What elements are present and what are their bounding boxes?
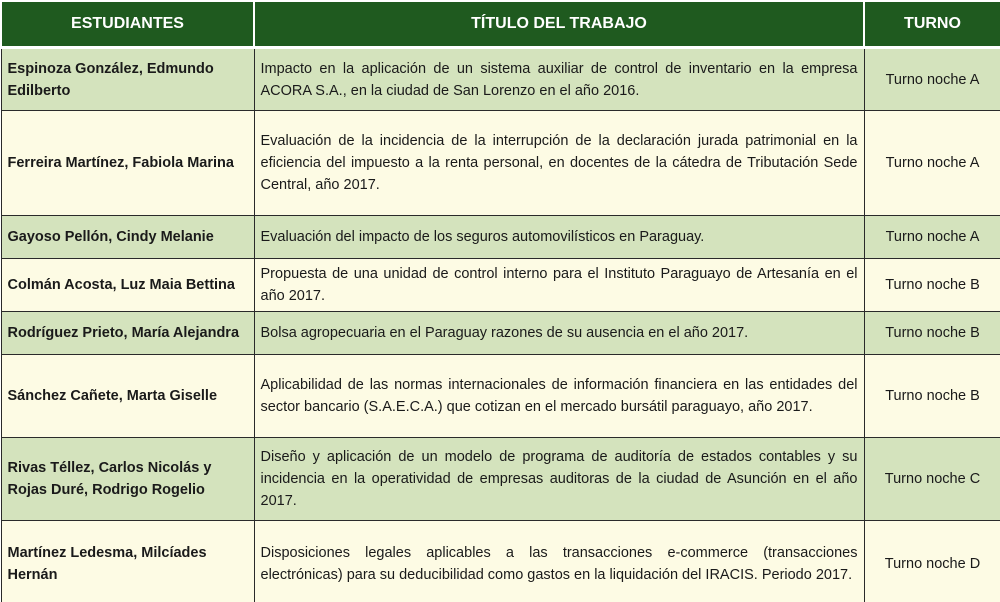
shift-cell: Turno noche A [864, 216, 1000, 259]
table-row [1, 312, 1000, 355]
shift-cell: Turno noche D [864, 521, 1000, 602]
table-row [1, 111, 1000, 216]
shift-cell: Turno noche A [864, 111, 1000, 216]
title-cell: Evaluación del impacto de los seguros automovilísticos en Paraguay. [254, 216, 864, 259]
shift-cell: Turno noche B [864, 259, 1000, 312]
student-cell: Colmán Acosta, Luz Maia Bettina [1, 259, 254, 312]
student-cell: Sánchez Cañete, Marta Giselle [1, 355, 254, 438]
header-title: TÍTULO DEL TRABAJO [254, 1, 864, 48]
title-cell: Bolsa agropecuaria en el Paraguay razones de su ausencia en el año 2017. [254, 312, 864, 355]
header-students: ESTUDIANTES [1, 1, 254, 48]
table-row [1, 355, 1000, 438]
student-cell: Gayoso Pellón, Cindy Melanie [1, 216, 254, 259]
header-shift: TURNO [864, 1, 1000, 48]
shift-cell: Turno noche B [864, 355, 1000, 438]
shift-cell: Turno noche B [864, 312, 1000, 355]
student-cell: Espinoza González, Edmundo Edilberto [1, 48, 254, 111]
title-cell: Aplicabilidad de las normas internacionales de información financiera en las entidades del sector bancario (S.A.E.C.A.) que cotizan en el mercado bursátil paraguayo, año 2017. [254, 355, 864, 438]
title-cell: Evaluación de la incidencia de la interrupción de la declaración jurada patrimonial en la eficiencia del impuesto a la renta personal, en docentes de la cátedra de Tributación Sede Central, año 2017. [254, 111, 864, 216]
title-cell: Impacto en la aplicación de un sistema auxiliar de control de inventario en la empresa ACORA S.A., en la ciudad de San Lorenzo en el año 2016. [254, 48, 864, 111]
table-row [1, 216, 1000, 259]
table-row [1, 48, 1000, 111]
student-cell: Rivas Téllez, Carlos Nicolás y Rojas Duré, Rodrigo Rogelio [1, 438, 254, 521]
table-row [1, 438, 1000, 521]
table-row [1, 521, 1000, 602]
student-cell: Ferreira Martínez, Fabiola Marina [1, 111, 254, 216]
shift-cell: Turno noche C [864, 438, 1000, 521]
shift-cell: Turno noche A [864, 48, 1000, 111]
student-cell: Martínez Ledesma, Milcíades Hernán [1, 521, 254, 602]
title-cell: Diseño y aplicación de un modelo de programa de auditoría de estados contables y su incidencia en la operatividad de empresas auditoras de la ciudad de Asunción en el año 2017. [254, 438, 864, 521]
table-header-row [1, 1, 1000, 48]
title-cell: Propuesta de una unidad de control interno para el Instituto Paraguayo de Artesanía en el año 2017. [254, 259, 864, 312]
table-row [1, 259, 1000, 312]
student-cell: Rodríguez Prieto, María Alejandra [1, 312, 254, 355]
title-cell: Disposiciones legales aplicables a las transacciones e-commerce (transacciones electrónicas) para su deducibilidad como gastos en la liquidación del IRACIS. Periodo 2017. [254, 521, 864, 602]
